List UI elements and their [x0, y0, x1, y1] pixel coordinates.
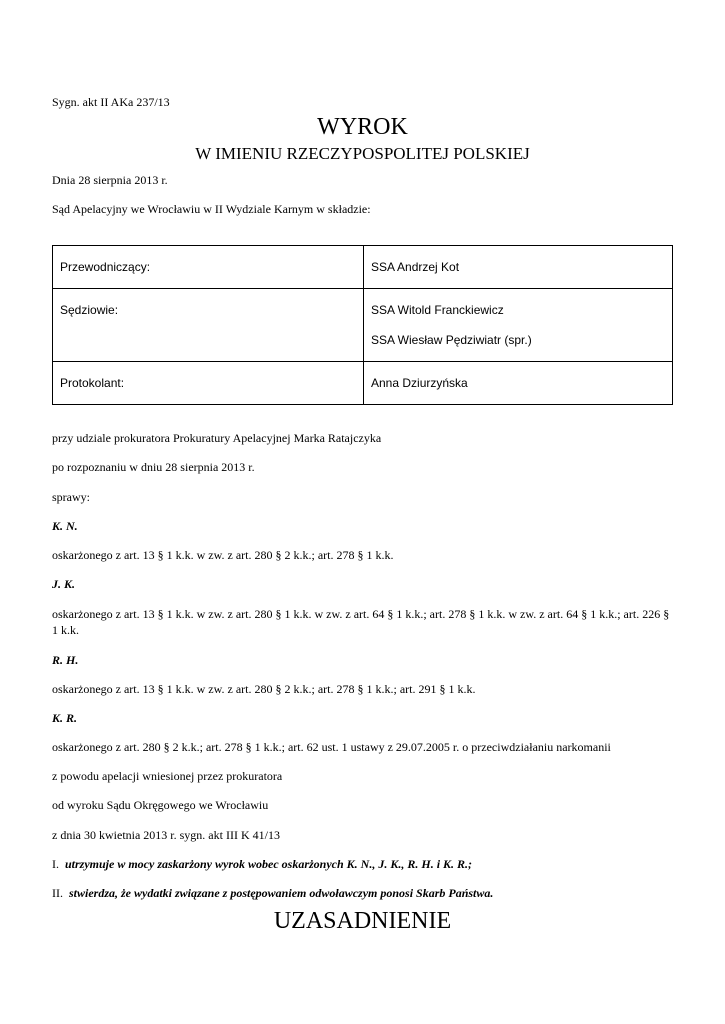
- defendant-charges: oskarżonego z art. 13 § 1 k.k. w zw. z art. 280 § 2 k.k.; art. 278 § 1 k.k.: [52, 548, 394, 562]
- panel-row-presiding: [53, 246, 673, 289]
- panel-role: Przewodniczący:: [60, 260, 151, 274]
- defendant-charges: oskarżonego z art. 13 § 1 k.k. w zw. z art. 280 § 1 k.k. w zw. z art. 64 § 1 k.k.; art. 278 § 1 k.k. w zw. z art. 64 § 1 k.k.; art. 226 § 1 k.k.: [52, 607, 670, 637]
- ruling-item: [52, 885, 493, 901]
- judgment-date: Dnia 28 sierpnia 2013 r.: [52, 173, 168, 187]
- ruling-number: I.: [52, 857, 59, 871]
- court-composition-line: Sąd Apelacyjny we Wrocławiu w II Wydziale Karnym w składzie:: [52, 202, 371, 216]
- document-title: WYROK: [317, 114, 408, 140]
- panel-name: SSA Witold Franckiewicz: [371, 303, 504, 317]
- defendant-name: J. K.: [52, 577, 76, 591]
- panel-role: Sędziowie:: [60, 303, 119, 317]
- document-subtitle: W IMIENIU RZECZYPOSPOLITEJ POLSKIEJ: [195, 144, 530, 163]
- panel-role: Protokolant:: [60, 376, 125, 390]
- lower-court-date-line: z dnia 30 kwietnia 2013 r. sygn. akt III K 41/13: [52, 828, 280, 842]
- panel-name: Anna Dziurzyńska: [371, 376, 468, 390]
- ruling-text: stwierdza, że wydatki związane z postępowaniem odwoławczym ponosi Skarb Państwa.: [69, 886, 494, 900]
- ruling-text: utrzymuje w mocy zaskarżony wyrok wobec oskarżonych K. N., J. K., R. H. i K. R.;: [65, 857, 473, 871]
- case-label: sprawy:: [52, 490, 90, 504]
- panel-name: SSA Andrzej Kot: [371, 260, 460, 274]
- justification-heading: UZASADNIENIE: [273, 908, 452, 934]
- hearing-line: po rozpoznaniu w dniu 28 sierpnia 2013 r.: [52, 460, 255, 474]
- defendant-charges: oskarżonego z art. 13 § 1 k.k. w zw. z art. 280 § 2 k.k.; art. 278 § 1 k.k.; art. 291 § 1 k.k.: [52, 682, 476, 696]
- defendant-name: K. N.: [52, 519, 78, 533]
- defendant-name: K. R.: [52, 711, 78, 725]
- appeal-line: z powodu apelacji wniesionej przez prokuratora: [52, 769, 283, 783]
- lower-court-line: od wyroku Sądu Okręgowego we Wrocławiu: [52, 798, 269, 812]
- panel-name: SSA Wiesław Pędziwiatr (spr.): [371, 333, 532, 347]
- panel-row-judges: [53, 289, 673, 362]
- court-panel-table: [52, 245, 673, 405]
- ruling-number: II.: [52, 886, 63, 900]
- prosecutor-line: przy udziale prokuratora Prokuratury Apelacyjnej Marka Ratajczyka: [52, 431, 382, 445]
- panel-row-recorder: [53, 362, 673, 405]
- ruling-item: [52, 856, 472, 872]
- defendant-charges: oskarżonego z art. 280 § 2 k.k.; art. 278 § 1 k.k.; art. 62 ust. 1 ustawy z 29.07.2005 r. o przeciwdziałaniu narkomanii: [52, 740, 611, 754]
- defendant-name: R. H.: [52, 653, 79, 667]
- case-signature: Sygn. akt II AKa 237/13: [52, 95, 170, 109]
